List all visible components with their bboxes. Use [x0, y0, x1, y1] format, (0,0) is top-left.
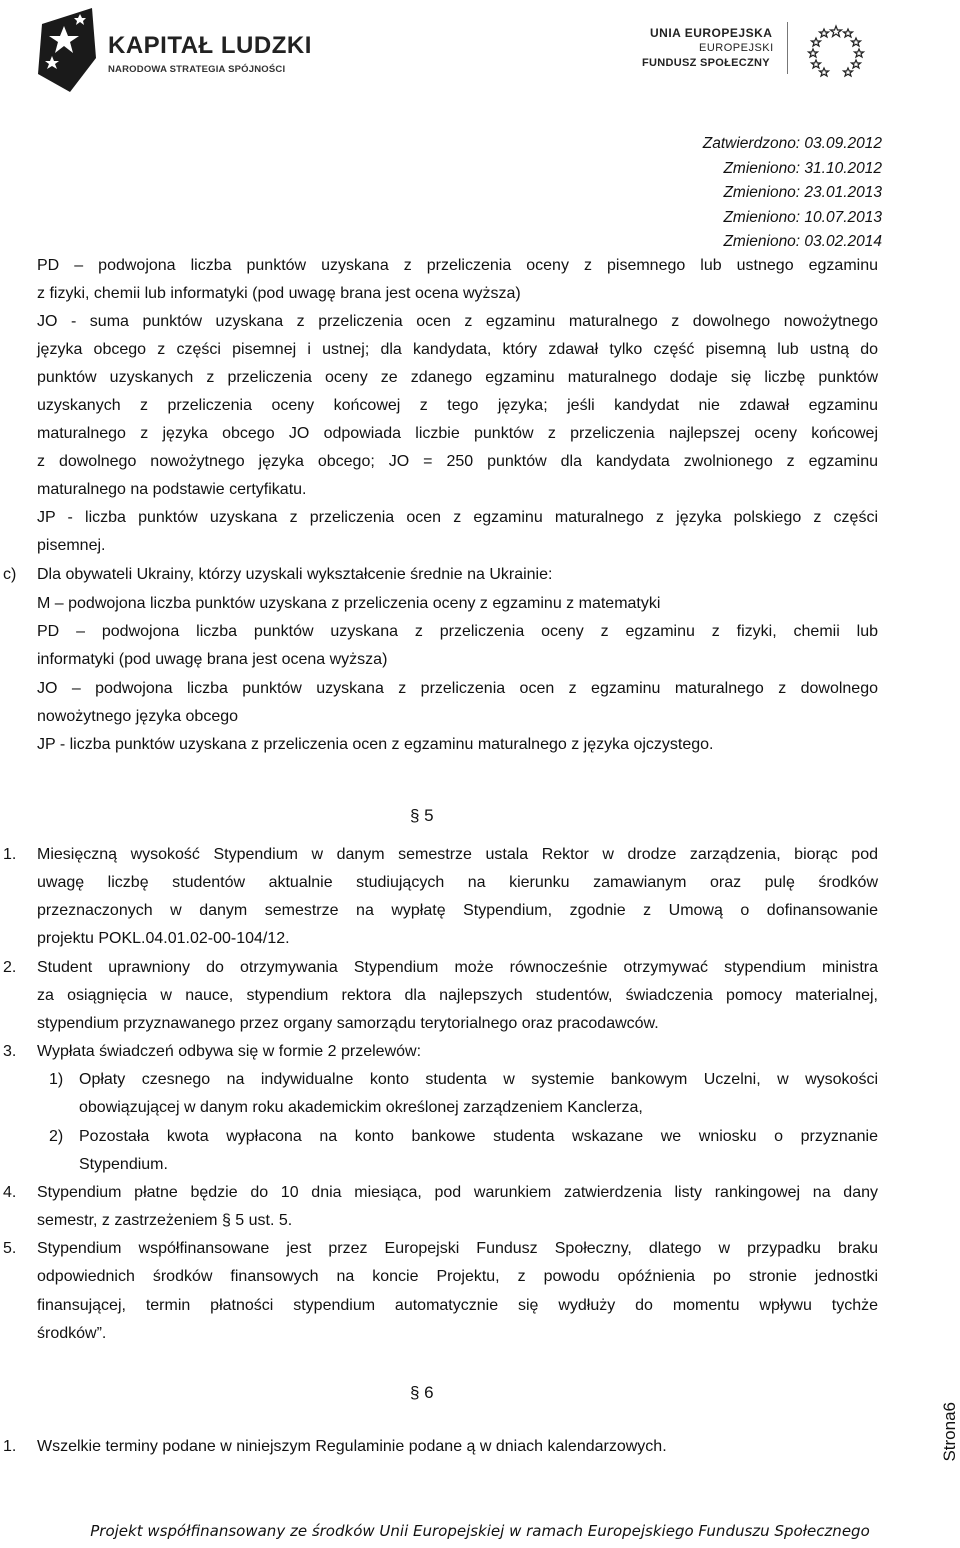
- subitem-number: 2): [49, 1128, 64, 1145]
- text-line: JO - suma punktów uzyskana z przeliczenia ocen z egzaminu maturalnego z dowolnego nowożytnego: [37, 313, 878, 330]
- eu-flag-stars-icon: [800, 22, 872, 83]
- eu-separator: [787, 22, 788, 74]
- text-line: przeznaczonych w danym semestrze na wypłatę Stypendium, zgodnie z Umową o dofinansowanie: [37, 902, 878, 919]
- kapital-ludzki-subtitle: NARODOWA STRATEGIA SPÓJNOŚCI: [108, 64, 286, 75]
- item-number: 2.: [3, 959, 17, 976]
- item-number: 1.: [3, 846, 17, 863]
- text-line: obowiązującej w danym roku akademickim określonej zarządzeniem Kanclerza,: [79, 1099, 643, 1116]
- date-changed: Zmieniono: 31.10.2012: [723, 159, 882, 177]
- text-line: finansującej, termin płatności stypendium automatycznie się wydłuży do momentu wpływu tychże: [37, 1297, 878, 1314]
- text-line: Student uprawniony do otrzymywania Stypendium może równocześnie otrzymywać stypendium ministra: [37, 959, 878, 976]
- text-line: Miesięczną wysokość Stypendium w danym semestrze ustala Rektor w drodze zarządzenia, biorąc pod: [37, 846, 878, 863]
- text-line: Wszelkie terminy podane w niniejszym Regulaminie podane ą w dniach kalendarzowych.: [37, 1438, 667, 1455]
- eu-line1: UNIA EUROPEJSKA: [650, 26, 773, 40]
- text-line: Pozostała kwota wypłacona na konto bankowe studenta wskazane we wniosku o przyznanie: [79, 1128, 878, 1145]
- text-line: środków”.: [37, 1325, 107, 1342]
- text-line: odpowiednich środków finansowych na koncie Projektu, z powodu opóźnienia po stronie jednostki: [37, 1268, 878, 1285]
- list-label: c): [3, 566, 17, 583]
- text-line: za osiągnięcia w nauce, stypendium rektora dla najlepszych studentów, świadczenia pomocy materialnej,: [37, 987, 878, 1004]
- text-line: M – podwojona liczba punktów uzyskana z przeliczenia oceny z egzaminu z matematyki: [37, 595, 661, 612]
- date-approved: Zatwierdzono: 03.09.2012: [702, 135, 882, 152]
- text-line: maturalnego na podstawie certyfikatu.: [37, 481, 307, 498]
- kapital-ludzki-title: KAPITAŁ LUDZKI: [108, 32, 312, 59]
- footer-text: Projekt współfinansowany ze środków Unii Europejskiej w ramach Europejskiego Funduszu Społecznego: [90, 1522, 870, 1540]
- revision-dates: [703, 132, 882, 255]
- text-line: uwagę liczbę studentów aktualnie studiujących na kierunku zamawianym oraz pulę środków: [37, 874, 878, 891]
- date-changed: Zmieniono: 10.07.2013: [723, 208, 882, 226]
- text-line: informatyki (pod uwagę brana jest ocena wyższa): [37, 651, 388, 668]
- text-line: JP - liczba punktów uzyskana z przeliczenia ocen z egzaminu maturalnego z języka polskiego z części: [37, 509, 878, 526]
- section-heading: § 5: [410, 806, 434, 825]
- text-line: języka obcego z części pisemnej i ustnej; dla kandydata, który zdawał tylko część pisemną lub ustną do: [37, 341, 878, 358]
- text-line: JO – podwojona liczba punktów uzyskana z przeliczenia ocen z egzaminu maturalnego z dowolnego: [37, 680, 878, 697]
- text-line: Opłaty czesnego na indywidualne konto studenta w systemie bankowym Uczelni, w wysokości: [79, 1071, 878, 1088]
- eu-line2: EUROPEJSKI: [699, 42, 774, 54]
- kapital-ludzki-emblem-icon: [30, 4, 110, 94]
- item-number: 5.: [3, 1240, 17, 1257]
- page-number-label: Strona6: [940, 1402, 959, 1462]
- text-line: Stypendium.: [79, 1156, 168, 1173]
- text-line: Stypendium płatne będzie do 10 dnia miesiąca, pod warunkiem zatwierdzenia listy rankingowej na dany: [37, 1184, 878, 1201]
- item-number: 1.: [3, 1438, 17, 1455]
- text-line: JP - liczba punktów uzyskana z przeliczenia ocen z egzaminu maturalnego z języka ojczystego.: [37, 736, 714, 753]
- text-line: z dowolnego nowożytnego języka obcego; JO = 250 punktów dla kandydata zwolnionego z egzaminu: [37, 453, 878, 470]
- date-changed: Zmieniono: 03.02.2014: [723, 233, 882, 250]
- text-line: Stypendium współfinansowane jest przez Europejski Fundusz Społeczny, dlatego w przypadku braku: [37, 1240, 878, 1257]
- text-line: pisemnej.: [37, 537, 106, 554]
- text-line: semestr, z zastrzeżeniem § 5 ust. 5.: [37, 1212, 293, 1229]
- text-line: maturalnego z języka obcego JO odpowiada liczbie punktów z przeliczenia najlepszej oceny końcowej: [37, 425, 878, 442]
- text-line: Wypłata świadczeń odbywa się w formie 2 przelewów:: [37, 1043, 422, 1060]
- date-changed: Zmieniono: 23.01.2013: [723, 184, 882, 201]
- section-heading: § 6: [410, 1383, 434, 1402]
- text-line: punktów uzyskanych z przeliczenia oceny ze zdanego egzaminu maturalnego dodaje się liczbę punktów: [37, 369, 878, 386]
- eu-line3: FUNDUSZ SPOŁECZNY: [642, 57, 770, 69]
- text-line: uzyskanych z przeliczenia oceny końcowej z tego języka; jeśli kandydat nie zdawał egzaminu: [37, 397, 878, 414]
- subitem-number: 1): [49, 1071, 64, 1088]
- text-line: PD – podwojona liczba punktów uzyskana z przeliczenia oceny z egzaminu z fizyki, chemii lub: [37, 623, 878, 640]
- text-line: Dla obywateli Ukrainy, którzy uzyskali wykształcenie średnie na Ukrainie:: [37, 566, 553, 583]
- item-number: 3.: [3, 1043, 17, 1060]
- text-line: projektu POKL.04.01.02-00-104/12.: [37, 930, 290, 947]
- item-number: 4.: [3, 1184, 17, 1201]
- text-line: z fizyki, chemii lub informatyki (pod uwagę brana jest ocena wyższa): [37, 285, 521, 302]
- text-line: stypendium przyznawanego przez organy samorządu terytorialnego oraz pracodawców.: [37, 1015, 659, 1032]
- text-line: PD – podwojona liczba punktów uzyskana z przeliczenia oceny z pisemnego lub ustnego egzaminu: [37, 257, 878, 274]
- text-line: nowożytnego języka obcego: [37, 708, 239, 725]
